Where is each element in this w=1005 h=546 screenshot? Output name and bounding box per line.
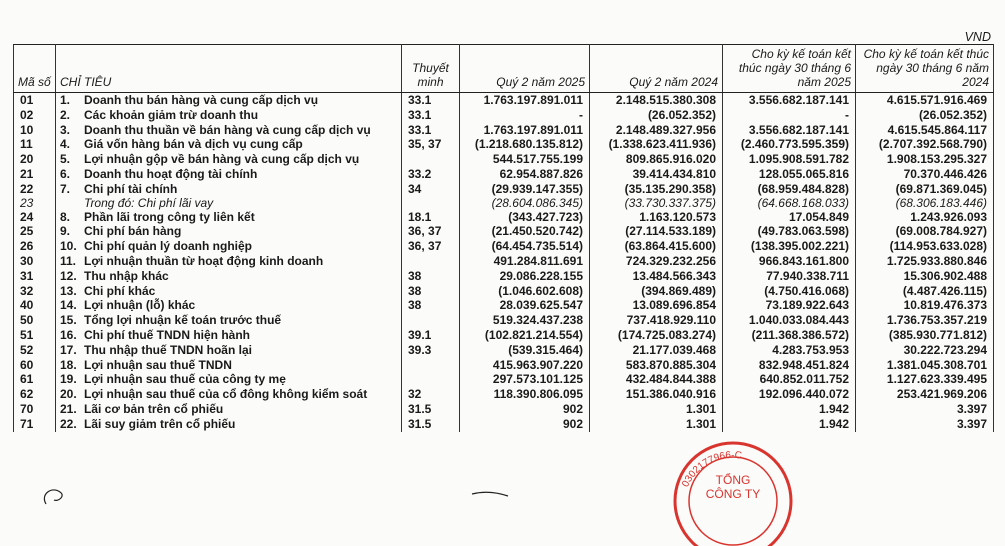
row-label: Lợi nhuận thuần từ hoạt động kinh doanh [84, 253, 324, 268]
row-label: Thu nhập khác [84, 268, 169, 283]
row-note: 39.3 [402, 343, 460, 358]
income-statement-table [13, 44, 994, 432]
row-code: 30 [14, 254, 56, 269]
row-label: Trong đó: Chi phí lãi vay [84, 196, 214, 210]
row-item [56, 152, 402, 167]
row-item [56, 269, 402, 284]
row-note: 32 [402, 387, 460, 402]
row-code: 25 [14, 224, 56, 239]
table-row [14, 402, 994, 417]
row-value-q2-2024: (394.869.489) [590, 284, 723, 299]
row-label: Lợi nhuận sau thuế TNDN [84, 357, 232, 372]
row-item [56, 343, 402, 358]
header-code: Mã số [14, 45, 56, 93]
row-item [56, 93, 402, 108]
row-note: 36, 37 [402, 224, 460, 239]
row-number: 17. [60, 342, 77, 357]
row-note: 38 [402, 269, 460, 284]
row-value-ytd-2024: 3.397 [956, 416, 987, 431]
row-note: 33.1 [402, 108, 460, 123]
row-value-q2-2024: 809.865.916.020 [590, 152, 723, 167]
svg-text:0302177966-C: 0302177966-C [680, 449, 743, 489]
row-item [56, 328, 402, 343]
row-number: 15. [60, 313, 77, 328]
row-value-q2-2025: 415.963.907.220 [460, 358, 590, 373]
row-number: 21. [60, 401, 77, 416]
row-value-q2-2024: 1.301 [590, 402, 723, 417]
row-value-ytd-2024: (68.306.183.446) [895, 196, 987, 210]
row-number: 4. [60, 137, 71, 152]
row-note [402, 254, 460, 269]
row-value-ytd-2025: (49.783.063.598) [723, 224, 856, 239]
row-code: 40 [14, 298, 56, 313]
row-value-q2-2024: 39.414.434.810 [590, 167, 723, 182]
row-value-q2-2024: (27.114.533.189) [590, 224, 723, 239]
row-value-q2-2025: (64.454.735.514) [460, 239, 590, 254]
row-value-ytd-2024: (4.487.426.115) [902, 283, 987, 298]
row-code: 50 [14, 313, 56, 328]
row-code: 61 [14, 372, 56, 387]
row-value-ytd-2024: 1.908.153.295.327 [886, 152, 987, 167]
row-value-q2-2024: 724.329.232.256 [590, 254, 723, 269]
row-number [60, 197, 84, 210]
row-value-q2-2024: 737.418.929.110 [590, 313, 723, 328]
row-code: 24 [14, 210, 56, 225]
row-value-q2-2025: 902 [460, 402, 590, 417]
row-value-q2-2025: (539.315.464) [460, 343, 590, 358]
row-value-ytd-2024: (2.707.392.568.790) [878, 137, 987, 152]
row-value-q2-2025: 28.039.625.547 [460, 298, 590, 313]
row-label: Chi phí tài chính [84, 181, 178, 196]
row-label: Tổng lợi nhuận kế toán trước thuế [84, 313, 282, 328]
row-value-ytd-2024: (114.953.633.028) [889, 239, 987, 254]
company-seal [668, 436, 798, 546]
row-value-ytd-2024: 1.127.623.339.495 [886, 372, 987, 387]
row-code: 01 [14, 93, 56, 108]
row-label: Doanh thu thuần về bán hàng và cung cấp dịch vụ [84, 122, 371, 137]
row-value-ytd-2025: (211.368.386.572) [723, 328, 856, 343]
row-code: 02 [14, 108, 56, 123]
row-value-q2-2024: 1.163.120.573 [590, 210, 723, 225]
row-value-q2-2024: (63.864.415.600) [590, 239, 723, 254]
table-row [14, 167, 994, 182]
row-value-ytd-2025: 1.942 [723, 417, 856, 432]
row-item [56, 239, 402, 254]
row-value-q2-2024: (35.135.290.358) [590, 182, 723, 197]
table-row [14, 328, 994, 343]
row-label: Lợi nhuận gộp về bán hàng và cung cấp dịch vụ [84, 152, 360, 167]
row-value-ytd-2025: 128.055.065.816 [723, 167, 856, 182]
row-value-q2-2024: 2.148.515.380.308 [590, 93, 723, 108]
row-value-q2-2025: 1.763.197.891.011 [460, 93, 590, 108]
row-label: Lợi nhuận sau thuế của cổ đông không kiểm soát [84, 387, 368, 402]
row-value-ytd-2024: 15.306.902.488 [903, 268, 987, 283]
row-code: 52 [14, 343, 56, 358]
row-value-q2-2025: (29.939.147.355) [460, 182, 590, 197]
row-code: 70 [14, 402, 56, 417]
row-number: 18. [60, 357, 77, 372]
table-row [14, 417, 994, 432]
row-number: 1. [60, 93, 71, 107]
row-number: 5. [60, 152, 71, 167]
row-value-ytd-2024: 1.381.045.308.701 [886, 357, 987, 372]
row-item [56, 123, 402, 138]
row-note: 33.1 [402, 93, 460, 108]
row-value-ytd-2025: 3.556.682.187.141 [723, 123, 856, 138]
row-value-q2-2025: 29.086.228.155 [460, 269, 590, 284]
row-label: Chi phí khác [84, 283, 156, 298]
row-value-q2-2025: 118.390.806.095 [460, 387, 590, 402]
row-value-ytd-2025: (4.750.416.068) [723, 284, 856, 299]
row-code: 11 [14, 137, 56, 152]
row-label: Các khoản giảm trừ doanh thu [84, 107, 259, 122]
row-label: Chi phí bán hàng [84, 224, 182, 239]
row-note: 33.2 [402, 167, 460, 182]
row-number: 8. [60, 209, 71, 224]
row-note: 33.1 [402, 123, 460, 138]
statement-rows [14, 93, 994, 432]
row-value-q2-2025: (28.604.086.345) [460, 197, 590, 210]
row-value-ytd-2025: 966.843.161.800 [723, 254, 856, 269]
row-value-q2-2024: (33.730.337.375) [590, 197, 723, 210]
row-note: 35, 37 [402, 137, 460, 152]
row-value-ytd-2025: 73.189.922.643 [723, 298, 856, 313]
table-row [14, 254, 994, 269]
row-value-ytd-2025: 17.054.849 [723, 210, 856, 225]
row-item [56, 313, 402, 328]
row-value-q2-2025: (1.046.602.608) [460, 284, 590, 299]
table-row [14, 358, 994, 373]
row-value-ytd-2025: 640.852.011.752 [723, 372, 856, 387]
row-value-ytd-2024: (69.008.784.927) [895, 224, 987, 239]
row-code: 26 [14, 239, 56, 254]
currency-unit: VND [964, 30, 991, 44]
row-code: 32 [14, 284, 56, 299]
table-row [14, 210, 994, 225]
row-note: 38 [402, 298, 460, 313]
row-item [56, 284, 402, 299]
row-note [402, 358, 460, 373]
header-note: Thuyết minh [402, 45, 460, 93]
row-item [56, 387, 402, 402]
row-value-ytd-2025: (2.460.773.595.359) [723, 137, 856, 152]
header-ytd-2024: Cho kỳ kế toán kết thúc ngày 30 tháng 6 năm 2024 [856, 45, 994, 93]
row-number: 3. [60, 122, 71, 137]
row-item [56, 298, 402, 313]
row-value-ytd-2025: (68.959.484.828) [723, 182, 856, 197]
row-note: 39.1 [402, 328, 460, 343]
row-value-q2-2025: 62.954.887.826 [460, 167, 590, 182]
row-value-ytd-2025: 832.948.451.824 [723, 358, 856, 373]
header-ytd-2025: Cho kỳ kế toán kết thúc ngày 30 tháng 6 năm 2025 [723, 45, 856, 93]
row-value-q2-2024: 151.386.040.916 [590, 387, 723, 402]
row-number: 22. [60, 416, 77, 431]
row-value-ytd-2025: (64.668.168.033) [723, 197, 856, 210]
row-label: Doanh thu bán hàng và cung cấp dịch vụ [84, 93, 319, 107]
row-value-q2-2024: 583.870.885.304 [590, 358, 723, 373]
signature-stroke [470, 490, 510, 500]
row-item [56, 417, 402, 432]
row-value-ytd-2025: 3.556.682.187.141 [723, 93, 856, 108]
row-value-ytd-2025: 1.040.033.084.443 [723, 313, 856, 328]
table-row [14, 182, 994, 197]
row-note [402, 372, 460, 387]
row-number: 10. [60, 239, 77, 254]
row-value-ytd-2025: (138.395.002.221) [723, 239, 856, 254]
row-code: 10 [14, 123, 56, 138]
row-number: 19. [60, 372, 77, 387]
table-row [14, 343, 994, 358]
row-value-q2-2025: 297.573.101.125 [460, 372, 590, 387]
table-row [14, 197, 994, 210]
row-label: Lợi nhuận sau thuế của công ty mẹ [84, 372, 286, 387]
row-value-ytd-2024: 1.736.753.357.219 [886, 313, 987, 328]
header-item: CHỈ TIÊU [56, 45, 402, 93]
row-value-ytd-2024: (69.871.369.045) [895, 181, 987, 196]
row-number: 6. [60, 166, 71, 181]
row-item [56, 210, 402, 225]
header-q2-2024: Quý 2 năm 2024 [590, 45, 723, 93]
row-code: 60 [14, 358, 56, 373]
row-label: Lãi suy giảm trên cổ phiếu [84, 416, 236, 431]
row-item [56, 358, 402, 373]
row-code: 31 [14, 269, 56, 284]
row-value-ytd-2025: 1.095.908.591.782 [723, 152, 856, 167]
row-value-ytd-2025: 4.283.753.953 [723, 343, 856, 358]
signature-mark [36, 486, 76, 506]
row-value-ytd-2024: 10.819.476.373 [903, 298, 987, 313]
table-row [14, 137, 994, 152]
row-value-ytd-2025: - [723, 108, 856, 123]
row-value-q2-2025: (102.821.214.554) [460, 328, 590, 343]
row-number: 12. [60, 268, 77, 283]
row-value-q2-2024: 13.484.566.343 [590, 269, 723, 284]
row-note: 31.5 [402, 417, 460, 432]
table-row [14, 152, 994, 167]
row-value-ytd-2025: 192.096.440.072 [723, 387, 856, 402]
row-code: 20 [14, 152, 56, 167]
row-item [56, 254, 402, 269]
row-number: 13. [60, 283, 77, 298]
row-value-ytd-2024: 3.397 [956, 401, 987, 416]
row-value-ytd-2024: 30.222.723.294 [903, 342, 987, 357]
table-row [14, 108, 994, 123]
row-code: 21 [14, 167, 56, 182]
table-row [14, 93, 994, 108]
row-value-ytd-2024: (385.930.771.812) [888, 327, 987, 342]
row-item [56, 224, 402, 239]
table-row [14, 313, 994, 328]
row-code: 22 [14, 182, 56, 197]
row-number: 16. [60, 327, 77, 342]
row-item [56, 167, 402, 182]
row-value-ytd-2024: 253.421.969.206 [896, 387, 987, 402]
row-value-ytd-2025: 1.942 [723, 402, 856, 417]
row-label: Phần lãi trong công ty liên kết [84, 209, 255, 224]
row-value-q2-2025: 902 [460, 417, 590, 432]
svg-text:CÔNG TY: CÔNG TY [705, 487, 761, 501]
table-row [14, 284, 994, 299]
row-label: Chi phí thuế TNDN hiện hành [84, 327, 250, 342]
row-number: 20. [60, 387, 77, 402]
table-row [14, 387, 994, 402]
row-label: Lãi cơ bản trên cổ phiếu [84, 401, 224, 416]
row-value-q2-2024: 21.177.039.468 [590, 343, 723, 358]
row-item [56, 182, 402, 197]
row-code: 71 [14, 417, 56, 432]
row-note [402, 313, 460, 328]
row-note [402, 197, 460, 210]
row-value-ytd-2025: 77.940.338.711 [723, 269, 856, 284]
row-number: 14. [60, 298, 77, 313]
table-row [14, 239, 994, 254]
row-value-q2-2024: (1.338.623.411.936) [590, 137, 723, 152]
row-value-q2-2024: 1.301 [590, 417, 723, 432]
row-label: Lợi nhuận (lỗ) khác [84, 298, 196, 313]
row-value-q2-2025: 491.284.811.691 [460, 254, 590, 269]
row-label: Thu nhập thuế TNDN hoãn lại [84, 342, 252, 357]
table-row [14, 269, 994, 284]
row-note: 18.1 [402, 210, 460, 225]
row-item [56, 108, 402, 123]
row-note: 34 [402, 182, 460, 197]
row-value-q2-2024: 432.484.844.388 [590, 372, 723, 387]
row-value-ytd-2024: 4.615.545.864.117 [887, 122, 987, 137]
row-label: Giá vốn hàng bán và dịch vụ cung cấp [84, 137, 303, 152]
row-note [402, 152, 460, 167]
svg-text:TỔNG: TỔNG [715, 473, 751, 487]
table-row [14, 298, 994, 313]
row-code: 23 [14, 197, 56, 210]
row-item [56, 197, 402, 210]
row-value-q2-2025: - [460, 108, 590, 123]
row-value-q2-2024: (26.052.352) [590, 108, 723, 123]
row-value-ytd-2024: (26.052.352) [918, 107, 987, 122]
row-value-q2-2025: 1.763.197.891.011 [460, 123, 590, 138]
row-number: 2. [60, 107, 71, 122]
row-value-q2-2025: (343.427.723) [460, 210, 590, 225]
row-code: 62 [14, 387, 56, 402]
row-value-q2-2024: 13.089.696.854 [590, 298, 723, 313]
table-row [14, 224, 994, 239]
header-q2-2025: Quý 2 năm 2025 [460, 45, 590, 93]
row-value-q2-2025: (21.450.520.742) [460, 224, 590, 239]
row-label: Doanh thu hoạt động tài chính [84, 166, 258, 181]
table-row [14, 372, 994, 387]
row-value-ytd-2024: 1.243.926.093 [910, 209, 987, 224]
row-item [56, 137, 402, 152]
table-row [14, 123, 994, 138]
row-item [56, 372, 402, 387]
row-value-q2-2025: 519.324.437.238 [460, 313, 590, 328]
row-note: 31.5 [402, 402, 460, 417]
row-value-q2-2024: 2.148.489.327.956 [590, 123, 723, 138]
row-number: 7. [60, 181, 71, 196]
row-value-q2-2024: (174.725.083.274) [590, 328, 723, 343]
row-item [56, 402, 402, 417]
row-code: 51 [14, 328, 56, 343]
row-label: Chi phí quản lý doanh nghiệp [84, 239, 252, 254]
row-number: 9. [60, 224, 71, 239]
row-note: 38 [402, 284, 460, 299]
row-value-ytd-2024: 70.370.446.426 [903, 166, 987, 181]
row-number: 11. [60, 253, 77, 268]
row-value-q2-2025: 544.517.755.199 [460, 152, 590, 167]
row-value-ytd-2024: 4.615.571.916.469 [886, 93, 987, 107]
row-value-ytd-2024: 1.725.933.880.846 [886, 253, 987, 268]
row-value-q2-2025: (1.218.680.135.812) [460, 137, 590, 152]
row-note: 36, 37 [402, 239, 460, 254]
